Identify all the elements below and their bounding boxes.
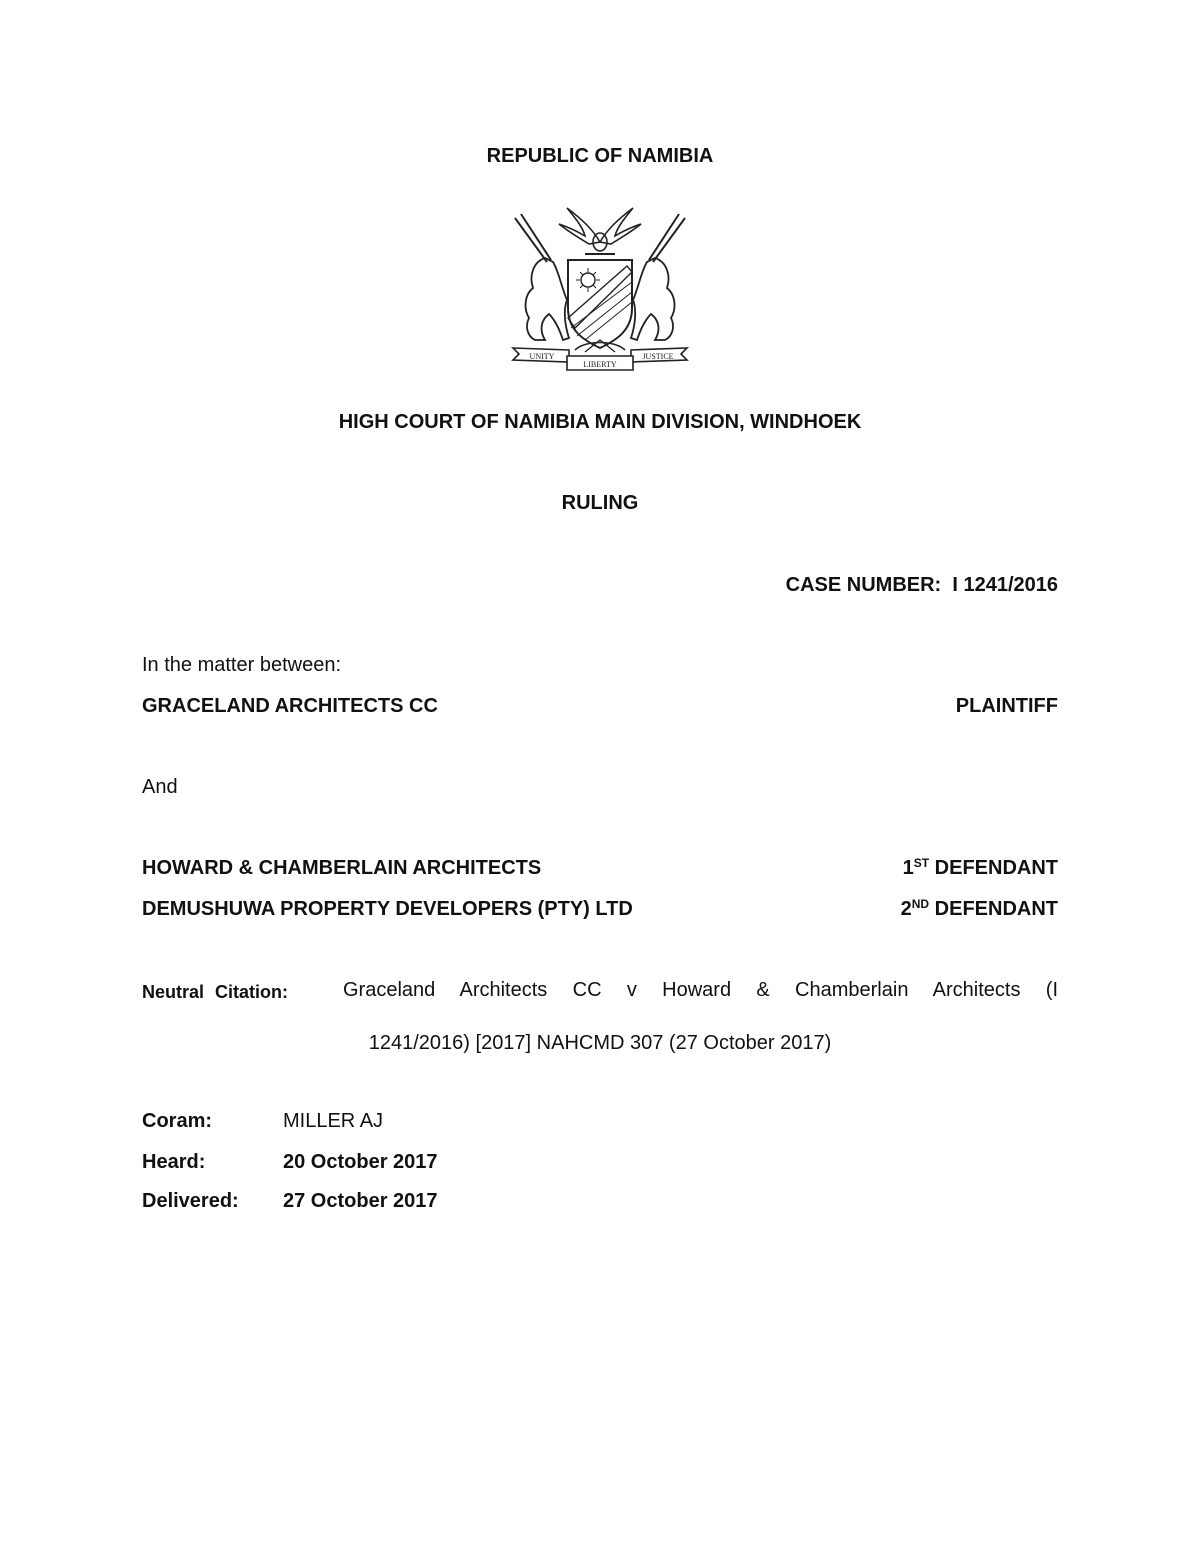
court-heading: HIGH COURT OF NAMIBIA MAIN DIVISION, WINDHOEK [338, 411, 862, 433]
defendant-2-role-label: DEFENDANT [934, 898, 1058, 920]
defendant-1-role [903, 856, 1058, 880]
coat-of-arms-emblem [505, 190, 695, 380]
case-number-line [786, 573, 1058, 597]
citation-line-2: 1241/2016) [2017] NAHCMD 307 (27 October 2017) [368, 1032, 832, 1054]
citation-label: Neutral Citation: [142, 982, 289, 1002]
defendant-1-role-label: DEFENDANT [934, 857, 1058, 879]
defendant-1-ordinal: 1 [902, 857, 914, 879]
defendant-1-name: HOWARD & CHAMBERLAIN ARCHITECTS [142, 857, 542, 879]
case-number-label: CASE NUMBER: [785, 574, 942, 596]
defendant-2-ordinal-suffix: ND [911, 897, 930, 911]
defendant-2-name: DEMUSHUWA PROPERTY DEVELOPERS (PTY) LTD [142, 898, 633, 920]
delivered-label: Delivered: [142, 1190, 239, 1212]
heard-value: 20 October 2017 [283, 1151, 438, 1173]
defendant-1-ordinal-suffix: ST [913, 856, 930, 870]
delivered-value: 27 October 2017 [283, 1190, 438, 1212]
citation-line-1: Graceland Architects CC v Howard & Chamberlain Architects (I [343, 979, 1058, 1001]
conjunction: And [142, 776, 178, 798]
motto-unity: UNITY [529, 352, 555, 361]
defendant-2-ordinal: 2 [900, 898, 912, 920]
case-number-value: I 1241/2016 [952, 574, 1058, 596]
coram-label: Coram: [142, 1110, 213, 1132]
motto-liberty: LIBERTY [583, 360, 617, 369]
republic-heading: REPUBLIC OF NAMIBIA [486, 145, 714, 167]
coram-value: MILLER AJ [283, 1110, 384, 1132]
parties-intro: In the matter between: [142, 654, 342, 676]
heard-label: Heard: [142, 1151, 206, 1173]
document-type: RULING [561, 492, 639, 514]
plaintiff-name: GRACELAND ARCHITECTS CC [142, 695, 438, 717]
defendant-2-role [901, 897, 1058, 921]
plaintiff-role: PLAINTIFF [955, 695, 1058, 717]
motto-justice: JUSTICE [642, 352, 674, 361]
